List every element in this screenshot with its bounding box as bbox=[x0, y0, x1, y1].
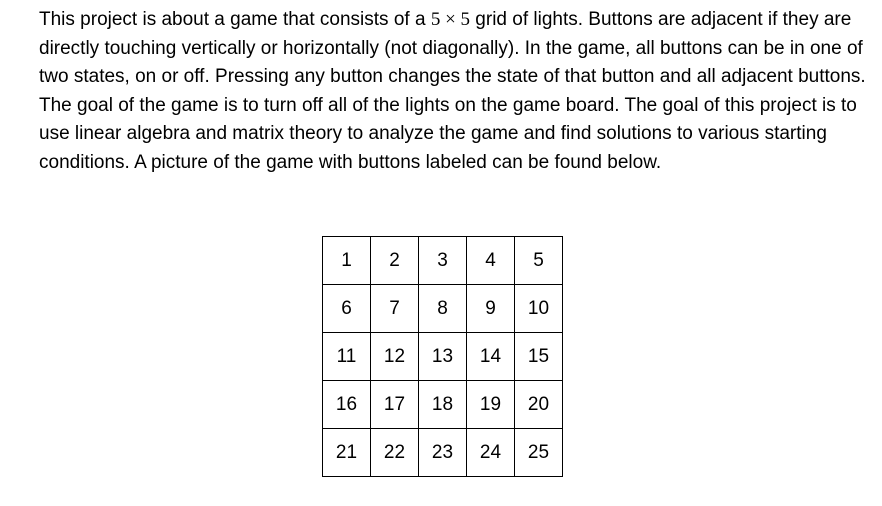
grid-button: 18 bbox=[419, 381, 467, 429]
grid-button: 3 bbox=[419, 237, 467, 285]
grid-button: 21 bbox=[323, 429, 371, 477]
grid-button: 12 bbox=[371, 333, 419, 381]
grid-button: 15 bbox=[515, 333, 563, 381]
grid-button: 2 bbox=[371, 237, 419, 285]
grid-row bbox=[323, 285, 563, 333]
grid-button: 23 bbox=[419, 429, 467, 477]
grid-button: 10 bbox=[515, 285, 563, 333]
grid-button: 11 bbox=[323, 333, 371, 381]
grid-size-math: 5 × 5 bbox=[430, 9, 471, 30]
grid-button: 13 bbox=[419, 333, 467, 381]
grid-button: 6 bbox=[323, 285, 371, 333]
grid-row bbox=[323, 333, 563, 381]
description-text-start: This project is about a game that consists of a bbox=[39, 9, 431, 30]
grid-button: 7 bbox=[371, 285, 419, 333]
grid-button: 1 bbox=[323, 237, 371, 285]
grid-button: 20 bbox=[515, 381, 563, 429]
grid-button: 4 bbox=[467, 237, 515, 285]
grid-button: 9 bbox=[467, 285, 515, 333]
grid-button: 25 bbox=[515, 429, 563, 477]
grid-button: 14 bbox=[467, 333, 515, 381]
grid-button: 24 bbox=[467, 429, 515, 477]
grid-button: 8 bbox=[419, 285, 467, 333]
project-description bbox=[39, 6, 869, 178]
description-text-rest: grid of lights. Buttons are adjacent if they are directly touching vertically or horizontally (not diagonally). In the game, all buttons can be in one of two states, on or off. Pressing any button changes the state of that button and all adjacent buttons. The goal of the game is to turn off all of the lights on the game board. The goal of this project is to use linear algebra and matrix theory to analyze the game and find solutions to various starting conditions. A picture of the game with buttons labeled can be found below. bbox=[39, 9, 866, 173]
grid-row bbox=[323, 381, 563, 429]
grid-row bbox=[323, 237, 563, 285]
grid-button: 16 bbox=[323, 381, 371, 429]
grid-button: 17 bbox=[371, 381, 419, 429]
grid-row bbox=[323, 429, 563, 477]
grid-button: 5 bbox=[515, 237, 563, 285]
grid-button: 22 bbox=[371, 429, 419, 477]
button-grid bbox=[322, 236, 563, 477]
grid-button: 19 bbox=[467, 381, 515, 429]
